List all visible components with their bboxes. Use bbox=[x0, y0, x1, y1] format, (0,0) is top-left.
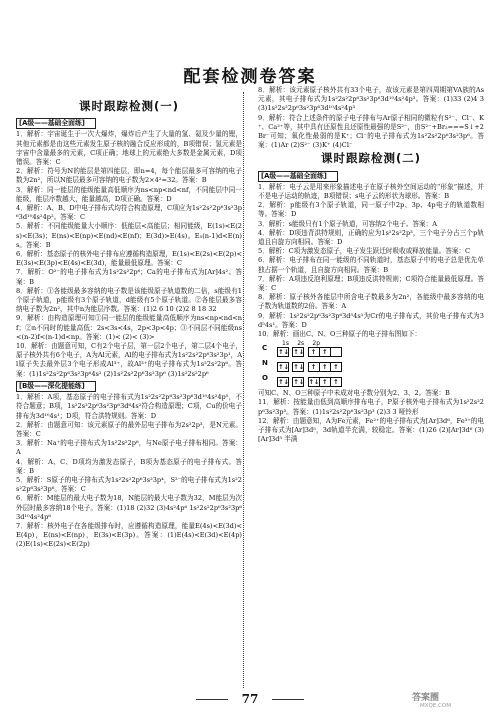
element-symbol: C bbox=[262, 344, 268, 353]
orbital-box: ↑↓ bbox=[308, 378, 320, 387]
section-title-2: 课时跟踪检测(二) bbox=[320, 151, 421, 166]
answer-item: 6．解析：M能层的最大电子数为18，N能层的最大电子数为32，M能层为次外层时最多容纳18个电子。答案：(1)18 (2)32 (3)4s²4p⁶ 1s²2s²2p⁶3s²3p⁶3d¹⁰4s²4p⁶ bbox=[16, 494, 242, 521]
orbital-label bbox=[308, 355, 312, 362]
right-top-items bbox=[258, 86, 484, 150]
element-symbol: N bbox=[262, 359, 268, 368]
answer-item: 2．解析：p能级有3个原子轨道，同一原子中2p、3p、4p电子的轨道数相等。答案：D bbox=[258, 201, 484, 219]
answer-item: 3．解析：同一能层的能级能量高低顺序为ns<np<nd<nf，不同能层中同一能级，能层序数越大，能量越高，D项正确。答案：D bbox=[16, 185, 242, 203]
answer-item: 11．解析：按能量由低到高顺序排布电子，P原子核外电子排布式为1s²2s²2p⁶3s²3p³。答案：(1)1s²2s²2p⁶3s²3p³ (2)3 3 哑铃形 bbox=[258, 398, 484, 416]
answer-item: 4．解析：A、C、D项均为激发态原子，B项为基态原子的电子排布式。答案：B bbox=[16, 457, 242, 475]
answer-item: 5．解析：C项为激发态原子，电子发生跃迁时吸收或释放能量。答案：C bbox=[258, 247, 471, 256]
level-b-label: [B级——深化提能练] bbox=[16, 381, 96, 392]
orbital-label: 2s bbox=[297, 340, 305, 348]
right-extra-items bbox=[258, 398, 484, 444]
left-a-items bbox=[16, 130, 242, 378]
level-a-label: [A级——基础全面练] bbox=[16, 118, 96, 129]
answer-item: 8．解析：原子核外各能层中所含电子数最多为2n²，各能级中最多容纳的电子数为轨道数的2倍。答案：A bbox=[258, 293, 484, 311]
orbital-label bbox=[278, 370, 282, 377]
watermark-url: MXQE.COM bbox=[420, 703, 451, 709]
orbital-row bbox=[262, 371, 484, 386]
orbital-label: 2p bbox=[312, 340, 321, 348]
orbital-box: ↑↓ bbox=[293, 348, 305, 357]
answer-item: 8．解析：①各能级最多容纳的电子数是该能级原子轨道数的二倍，s能级有1个原子轨道，p能级有3个原子轨道，d能级有5个原子轨道。②各能层最多容纳电子数为2n²，其中n为能层序数。答案：(1)2 6 10 (2)2 8 18 32 bbox=[16, 286, 242, 314]
orbital-box: ↑↓ bbox=[293, 378, 305, 387]
answer-item: 8．解析：该元素原子核外共有33个电子，故该元素是第四周期第VA族的As元素，其电子排布式为1s²2s²2p⁶3s²3p⁶3d¹⁰4s²4p³。答案：(1)33 (2)4 3 (3)1s²2s²2p⁶3s²3p⁶3d¹⁰4s²4p³ bbox=[258, 86, 484, 113]
answer-item: 6．解析：电子排布在同一能级的不同轨道时，基态原子中的电子总是优先单独占据一个轨道，且自旋方向相同。答案：B bbox=[258, 256, 484, 274]
answer-item: 2．解析：符号为N的能层是第四能层，即n=4，每个能层最多可容纳的电子数为2n²，所以N能层最多可容纳的电子数为2×4²=32。答案：B bbox=[16, 167, 242, 185]
orbital-box: ↑↓ bbox=[278, 378, 290, 387]
answer-item: 3．解析：Na⁺的电子排布式为1s²2s²2p⁶，与Ne原子电子排布相同。答案：A bbox=[16, 439, 242, 457]
answer-item: 9．解析：符合上述条件的原子电子排布与Ar原子相同的微粒有S²⁻、Cl⁻、K⁺、Ca²⁺等，其中具有还原性且还原性最强的是S²⁻，由S²⁻+Br₂===S↓+2Br⁻可知；氧化性最弱的是K⁺；Cl⁻的电子排布式为1s²2s²2p⁶3s²3p⁶。答案：(1)Ar (2)S²⁻ (3)K⁺ (4)Cl⁻ bbox=[258, 113, 484, 150]
answer-item: 2．解析：由题意可知：该元素原子的最外层电子排布为2s²2p³，是N元素。答案：C bbox=[16, 420, 242, 438]
orbital-label bbox=[293, 370, 297, 377]
orbital-diagram bbox=[262, 341, 484, 386]
answer-item: 9．解析：1s²2s²2p⁶3s²3p⁶3d⁵4s¹为Cr的电子排布式，其价电子排布式为3d⁵4s¹。答案：D bbox=[258, 311, 484, 329]
page-title: 配套检测卷答案 bbox=[183, 67, 317, 87]
left-b-items bbox=[16, 393, 242, 549]
orbital-box: ↑ bbox=[319, 362, 331, 372]
answer-item: 1．解析：A项，基态原子的电子排布式为1s²2s²2p⁶3s²3p⁶3d¹⁰4s²4p⁵，不符合题意；B项，1s²2s²2p⁶3s²3p⁶3d⁶4s²符合构造原理；C项，Cu的价电子排布为3d¹⁰4s¹；D项，符合洪特规则。答案：D bbox=[16, 393, 242, 420]
answer-item: 1．解析：宇宙诞生于一次大爆炸，爆炸后产生了大量的氢、氦及少量的锂，其他元素都是由这些元素发生原子核的融合反应形成的，B项错误；氢元素是宇宙中含量最多的元素，C项正确；地球上的元素绝大多数是金属元素，D项错误。答案：C bbox=[16, 130, 242, 167]
answer-item: 1．解析：电子云是用来形象描述电子在原子核外空间运动的“形象”描述，并不是电子运动的轨迹，B项错误；s电子云的形状为球形。答案：B bbox=[258, 182, 484, 201]
element-symbol: O bbox=[262, 374, 268, 383]
orbital-box: ↑↓ bbox=[278, 348, 290, 357]
answer-item: 12．解析：由题意知，A为Fe元素，Fe²⁺的电子排布式为[Ar]3d⁶，Fe³⁺的电子排布式为[Ar]3d⁵，3d轨道半充满，较稳定。答案：(1)26 (2)[Ar]3d⁶ (3)[Ar]3d⁵ 半满 bbox=[258, 416, 484, 444]
answer-item: 7．解析：A项违反泡利原理；B项违反洪特规则；C项符合能量最低原理。答案：C bbox=[258, 274, 484, 293]
answer-item: 4．解析：A、B、D中电子排布式均符合构造原理，C项应为1s²2s²2p⁶3s²3p⁶3d¹⁰4s²4p²。答案：C bbox=[16, 204, 242, 222]
right-column bbox=[258, 86, 484, 445]
watermark-logo: 答案圈 bbox=[412, 693, 440, 703]
after-figure-text: 可知C、N、O三种原子中未成对电子数分别为2、3、2。答案：B bbox=[258, 389, 450, 398]
answer-item: 10．解析：画出C、N、O三种原子的电子排布图如下： bbox=[258, 330, 422, 339]
answer-item: 9．解析：由构造原理可知①同一能层的能级能量高低顺序为ns<np<nd<nf；②n不同时的能量高低：2s<3s<4s，2p<3p<4p；③不同层不同能级ns<(n-2)f<(n-1)d<np。答案：(1)< (2)< (3)> bbox=[16, 314, 242, 341]
orbital-row bbox=[262, 356, 484, 371]
orbital-label bbox=[293, 355, 297, 362]
orbital-box: ↑↓ bbox=[278, 363, 290, 372]
orbital-box: ↑ bbox=[319, 347, 331, 357]
footer-dash-right bbox=[272, 699, 304, 700]
answer-item: 4．解析：D项违背洪特规则，正确的应为1s²2s²2p³，三个电子分占三个p轨道且自旋方向相同。答案：D bbox=[258, 228, 484, 247]
answer-item: 7．解析：O²⁻的电子排布式为1s²2s²2p⁶；Ca的电子排布式为[Ar]4s²。答案：B bbox=[16, 268, 242, 286]
answer-item: 5．解析：S原子的电子排布式为1s²2s²2p⁶3s²3p⁴，S²⁻的电子排布式为1s²2s²2p⁶3s²3p⁶。答案：C bbox=[16, 475, 242, 494]
left-column bbox=[16, 98, 242, 550]
orbital-label bbox=[308, 370, 312, 377]
orbital-label bbox=[278, 355, 282, 362]
orbital-box: ↑ bbox=[308, 347, 320, 357]
orbital-box: ↑ bbox=[330, 362, 342, 372]
page-number: 77 bbox=[241, 692, 259, 706]
orbital-box: ↑↓ bbox=[293, 363, 305, 372]
column-divider bbox=[243, 92, 244, 688]
answer-item: 3．解析：s能级只有1个原子轨道，可容纳2个电子。答案：A bbox=[258, 219, 437, 228]
orbital-label: 1s bbox=[282, 340, 289, 348]
section-title-1: 课时跟踪检测(一) bbox=[78, 99, 179, 113]
right-a-items bbox=[258, 183, 484, 339]
orbital-box: ↑ bbox=[330, 377, 342, 387]
orbital-box: ↑ bbox=[319, 377, 331, 387]
orbital-box: ↑ bbox=[308, 362, 320, 372]
answer-item: 7．解析：核外电子在各能级排布时，应遵循构造原理，能量E(4s)<E(3d)<E(4p)，E(ns)<E(np)，E(3s)<E(3p)。答案：(1)E(4s)<E(3d)<E(4p) (2)E(1s)<E(2s)<E(2p) bbox=[16, 521, 242, 549]
orbital-row bbox=[262, 341, 484, 356]
answer-item: 5．解析：不同能级能量大小顺序：低能层<高能层；相同能级，E(1s)<E(2s)<E(3s)；E(ns)<E(np)<E(nd)<E(nf)；E(3d)>E(4s)。E₅(n-1)d<E(n)s。答案：B bbox=[16, 222, 242, 249]
answer-item: 6．解析：基态原子的核外电子排布应遵循构造原理，E(1s)<E(2s)<E(2p)<E(3s)<E(3p)<E(4s)<E(3d)，能量最低原理。答案：C bbox=[16, 250, 242, 268]
answer-item: 10．解析：由题意可知，C有2个电子层，第一层2个电子，第二层4个电子，原子核外共有6个电子，A为Al元素，Al的电子排布式为1s²2s²2p⁶3s²3p¹，Al原子失去最外层3个电子形成Al³⁺，故Al³⁺的电子排布式为1s²2s²2p⁶。答案：(1)1s²2s²2p⁶3s²3p⁶4s² (2)1s²2s²2p⁶3s²3p⁶ (3)1s²2s²2p⁶ bbox=[16, 342, 242, 378]
level-a-label-2: [A级——基础全面练] bbox=[258, 171, 338, 182]
